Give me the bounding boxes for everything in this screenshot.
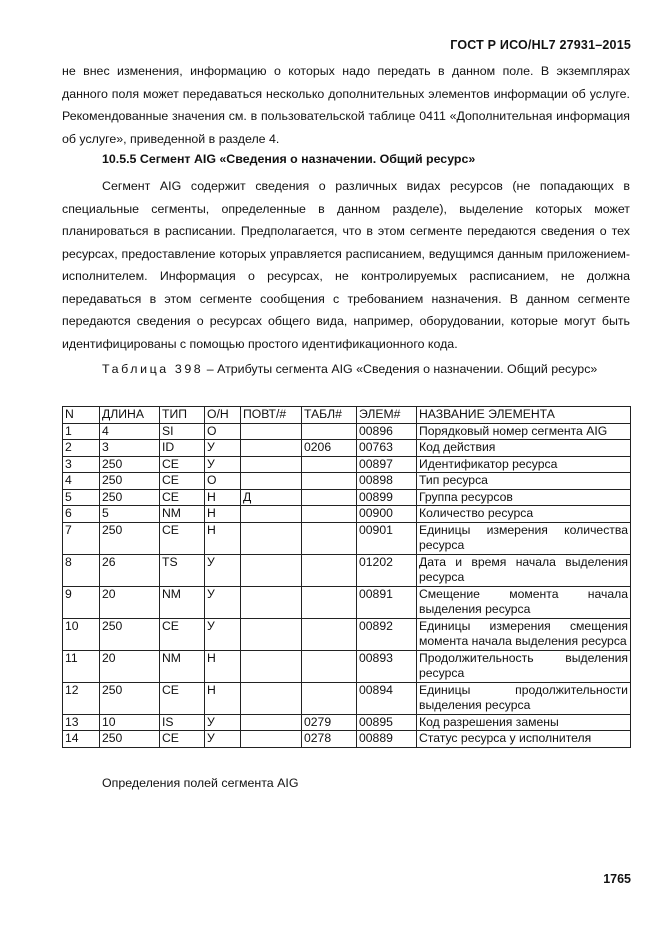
field-definitions-heading: Определения полей сегмента AIG	[102, 776, 299, 790]
header-repeat: ПОВТ/#	[241, 407, 302, 424]
table-row	[63, 456, 631, 473]
cell-repeat	[241, 650, 302, 682]
cell-type: IS	[160, 714, 205, 731]
cell-element-number: 00889	[357, 731, 417, 748]
cell-n: 11	[63, 650, 100, 682]
cell-table-number	[302, 618, 357, 650]
table-row	[63, 682, 631, 714]
cell-element-number: 00892	[357, 618, 417, 650]
table-row	[63, 618, 631, 650]
table-row	[63, 586, 631, 618]
cell-element-number: 00763	[357, 440, 417, 457]
cell-table-number	[302, 423, 357, 440]
cell-type: TS	[160, 554, 205, 586]
cell-repeat	[241, 586, 302, 618]
table-row	[63, 440, 631, 457]
document-header: ГОСТ Р ИСО/HL7 27931–2015	[450, 38, 631, 52]
cell-length: 26	[100, 554, 160, 586]
cell-length: 20	[100, 650, 160, 682]
cell-optionality: Н	[205, 682, 241, 714]
cell-element-number: 00899	[357, 489, 417, 506]
cell-optionality: У	[205, 586, 241, 618]
cell-n: 10	[63, 618, 100, 650]
cell-length: 250	[100, 618, 160, 650]
cell-repeat	[241, 506, 302, 523]
table-row	[63, 489, 631, 506]
cell-repeat	[241, 473, 302, 490]
cell-element-number: 00894	[357, 682, 417, 714]
cell-optionality: Н	[205, 506, 241, 523]
cell-n: 14	[63, 731, 100, 748]
cell-type: NM	[160, 650, 205, 682]
cell-length: 20	[100, 586, 160, 618]
cell-table-number: 0206	[302, 440, 357, 457]
cell-length: 250	[100, 682, 160, 714]
cell-repeat	[241, 714, 302, 731]
cell-length: 250	[100, 731, 160, 748]
description-paragraph: Сегмент AIG содержит сведения о различных видах ресурсов (не попадающих в специальные сегменты, определенные в данном разделе), выделение которых может планироваться в расписании. Предполагается, что в этом сегменте передаются сведения о тех ресурсах, предоставление которых управляется расписанием, ведущимся данным приложением-исполнителем. Информация о ресурсах, не контролируемых расписанием, не должна передаваться в этом сегменте сообщения с требованием назначения. В данном сегменте передаются сведения о ресурсах общего вида, например, оборудовании, которые могут быть идентифицированы с помощью простого идентификационного кода.	[62, 179, 630, 351]
cell-type: CE	[160, 731, 205, 748]
cell-table-number	[302, 489, 357, 506]
cell-optionality: О	[205, 473, 241, 490]
cell-repeat	[241, 554, 302, 586]
cell-element-name: Код действия	[417, 440, 631, 457]
cell-repeat	[241, 522, 302, 554]
cell-element-name: Идентификатор ресурса	[417, 456, 631, 473]
cell-element-name: Единицы продолжительности выделения ресурса	[417, 682, 631, 714]
cell-table-number	[302, 554, 357, 586]
cell-n: 8	[63, 554, 100, 586]
cell-table-number	[302, 506, 357, 523]
cell-element-name: Количество ресурса	[417, 506, 631, 523]
cell-n: 1	[63, 423, 100, 440]
table-row	[63, 506, 631, 523]
cell-element-number: 00897	[357, 456, 417, 473]
table-caption	[62, 358, 630, 381]
cell-n: 9	[63, 586, 100, 618]
table-row	[63, 714, 631, 731]
table-row	[63, 522, 631, 554]
cell-n: 4	[63, 473, 100, 490]
cell-table-number	[302, 682, 357, 714]
cell-element-name: Дата и время начала выделения ресурса	[417, 554, 631, 586]
cell-type: CE	[160, 522, 205, 554]
cell-table-number	[302, 586, 357, 618]
cell-element-number: 00901	[357, 522, 417, 554]
cell-repeat	[241, 440, 302, 457]
cell-type: CE	[160, 473, 205, 490]
cell-length: 250	[100, 522, 160, 554]
header-table-number: ТАБЛ#	[302, 407, 357, 424]
cell-repeat	[241, 682, 302, 714]
cell-length: 250	[100, 473, 160, 490]
cell-type: ID	[160, 440, 205, 457]
cell-repeat: Д	[241, 489, 302, 506]
table-row	[63, 731, 631, 748]
cell-length: 250	[100, 456, 160, 473]
cell-element-number: 00898	[357, 473, 417, 490]
cell-element-name: Смещение момента начала выделения ресурса	[417, 586, 631, 618]
cell-repeat	[241, 423, 302, 440]
table-row	[63, 423, 631, 440]
cell-length: 5	[100, 506, 160, 523]
cell-element-name: Тип ресурса	[417, 473, 631, 490]
cell-table-number	[302, 456, 357, 473]
page-number: 1765	[603, 872, 631, 886]
cell-table-number	[302, 473, 357, 490]
cell-n: 5	[63, 489, 100, 506]
intro-paragraph: не внес изменения, информацию о которых надо передать в данном поле. В экземплярах данного поля может передаваться несколько дополнительных элементов информации об услуге. Рекомендованные значения см. в пользовательской таблице 0411 «Дополнительная информация об услуге», приведенной в разделе 4.	[62, 64, 630, 146]
cell-type: SI	[160, 423, 205, 440]
table-row	[63, 554, 631, 586]
header-n: N	[63, 407, 100, 424]
cell-optionality: О	[205, 423, 241, 440]
table-caption-label: Таблица 398	[102, 362, 204, 376]
cell-element-number: 00893	[357, 650, 417, 682]
header-element-name: НАЗВАНИЕ ЭЛЕМЕНТА	[417, 407, 631, 424]
cell-table-number: 0278	[302, 731, 357, 748]
cell-type: NM	[160, 586, 205, 618]
header-element-number: ЭЛЕМ#	[357, 407, 417, 424]
cell-length: 3	[100, 440, 160, 457]
table-header-row	[63, 407, 631, 424]
cell-optionality: Н	[205, 489, 241, 506]
cell-type: CE	[160, 682, 205, 714]
cell-length: 250	[100, 489, 160, 506]
cell-n: 13	[63, 714, 100, 731]
cell-type: NM	[160, 506, 205, 523]
cell-type: CE	[160, 456, 205, 473]
cell-repeat	[241, 618, 302, 650]
header-optionality: О/Н	[205, 407, 241, 424]
aig-attributes-table	[62, 406, 631, 748]
cell-n: 12	[63, 682, 100, 714]
cell-table-number: 0279	[302, 714, 357, 731]
cell-element-number: 00900	[357, 506, 417, 523]
cell-n: 2	[63, 440, 100, 457]
cell-optionality: У	[205, 714, 241, 731]
cell-length: 4	[100, 423, 160, 440]
cell-optionality: Н	[205, 522, 241, 554]
cell-optionality: У	[205, 731, 241, 748]
cell-element-name: Единицы измерения количества ресурса	[417, 522, 631, 554]
cell-element-name: Продолжительность выделения ресурса	[417, 650, 631, 682]
cell-element-name: Код разрешения замены	[417, 714, 631, 731]
cell-length: 10	[100, 714, 160, 731]
cell-n: 3	[63, 456, 100, 473]
cell-element-number: 00896	[357, 423, 417, 440]
cell-n: 6	[63, 506, 100, 523]
cell-repeat	[241, 731, 302, 748]
table-caption-text: – Атрибуты сегмента AIG «Сведения о назначении. Общий ресурс»	[203, 362, 598, 376]
table-row	[63, 650, 631, 682]
cell-element-number: 00891	[357, 586, 417, 618]
cell-optionality: У	[205, 554, 241, 586]
section-heading: 10.5.5 Сегмент AIG «Сведения о назначении. Общий ресурс»	[102, 152, 476, 166]
cell-repeat	[241, 456, 302, 473]
header-type: ТИП	[160, 407, 205, 424]
cell-element-number: 01202	[357, 554, 417, 586]
cell-element-name: Статус ресурса у исполнителя	[417, 731, 631, 748]
cell-optionality: У	[205, 618, 241, 650]
cell-optionality: У	[205, 456, 241, 473]
cell-n: 7	[63, 522, 100, 554]
cell-element-name: Порядковый номер сегмента AIG	[417, 423, 631, 440]
cell-element-name: Единицы измерения смещения момента начала выделения ресурса	[417, 618, 631, 650]
cell-optionality: Н	[205, 650, 241, 682]
cell-table-number	[302, 650, 357, 682]
table-row	[63, 473, 631, 490]
cell-type: CE	[160, 489, 205, 506]
cell-element-name: Группа ресурсов	[417, 489, 631, 506]
cell-element-number: 00895	[357, 714, 417, 731]
header-length: ДЛИНА	[100, 407, 160, 424]
cell-table-number	[302, 522, 357, 554]
cell-optionality: У	[205, 440, 241, 457]
cell-type: CE	[160, 618, 205, 650]
